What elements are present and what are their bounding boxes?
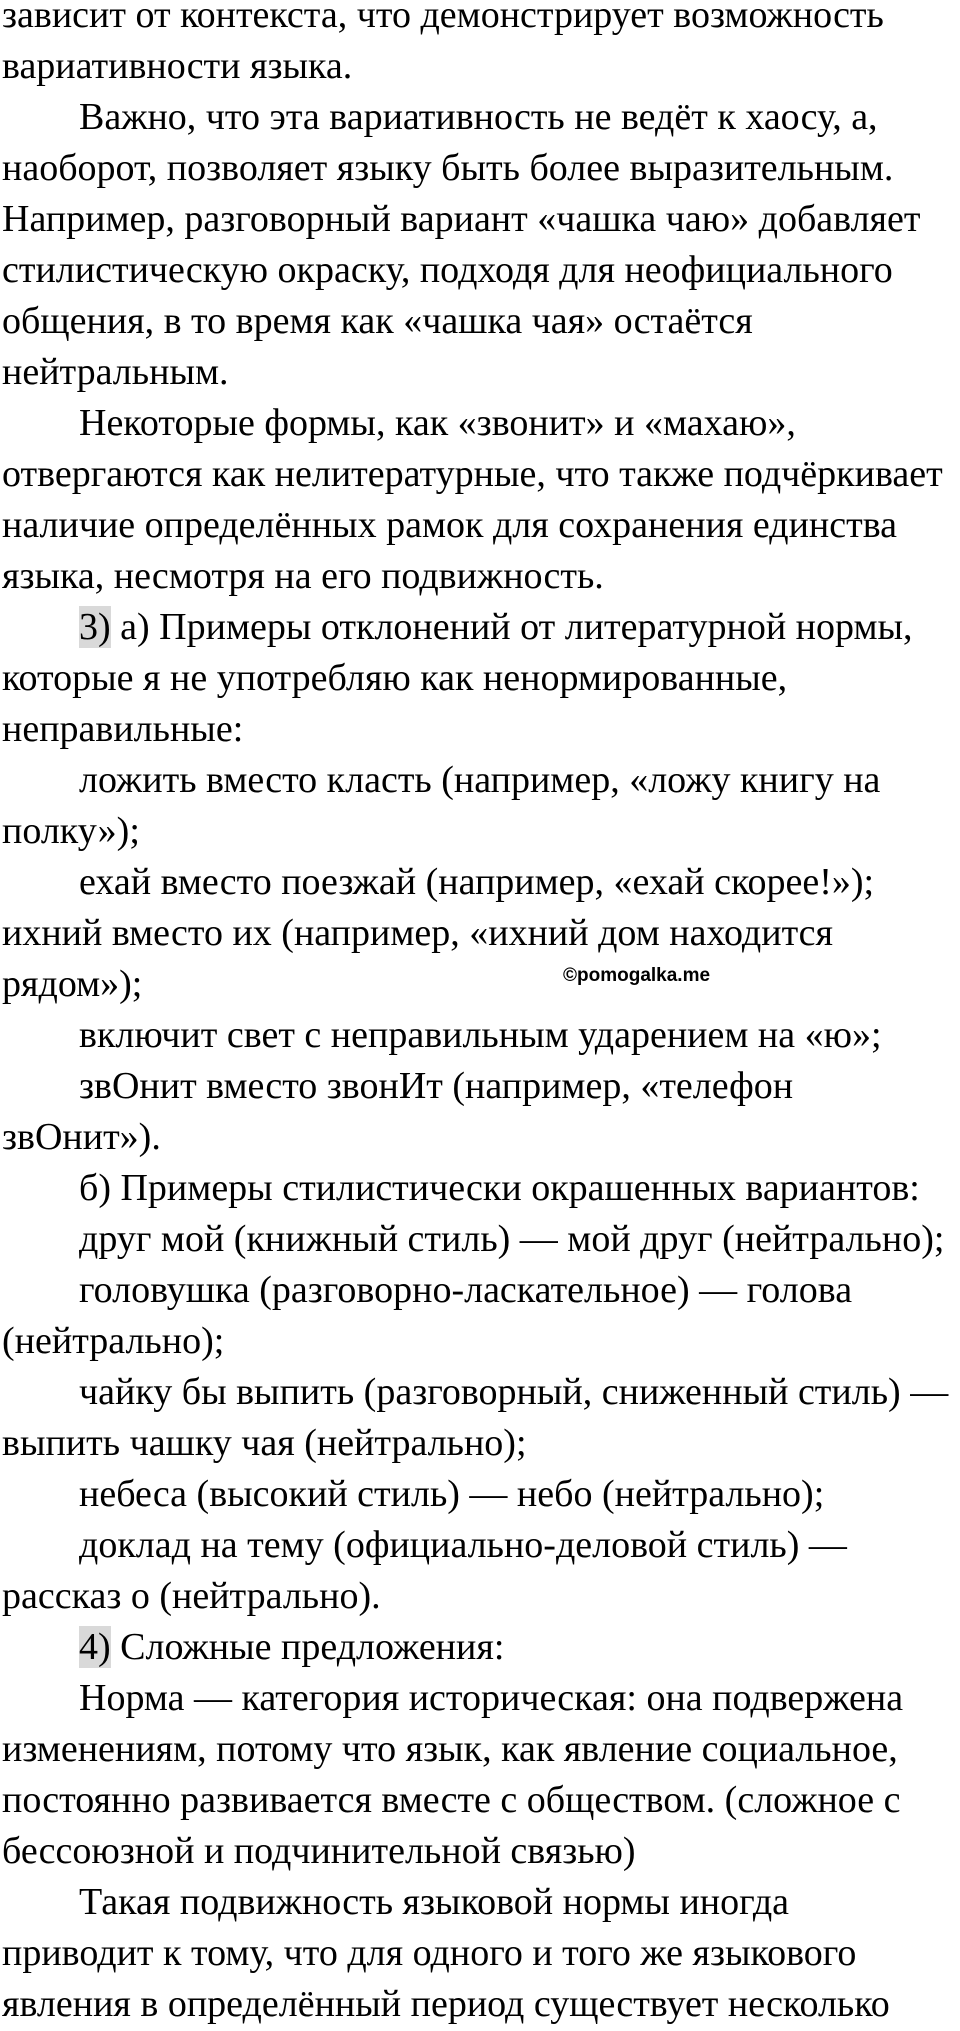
text-line — [2, 1622, 952, 1673]
text-line-content: Сложные предложения: — [110, 1626, 505, 1668]
text-line: общения, в то время как «чашка чая» остаётся — [2, 300, 753, 342]
text-line: Важно, что эта вариативность не ведёт к хаосу, а, — [79, 96, 878, 138]
text-line: (нейтрально); — [2, 1320, 225, 1362]
text-line: которые я не употребляю как ненормированные, — [2, 657, 788, 699]
text-line: постоянно развивается вместе с обществом. (сложное с — [2, 1779, 901, 1821]
document-body — [2, 0, 952, 2030]
text-line: приводит к тому, что для одного и того же языкового — [2, 1932, 857, 1974]
text-line: небеса (высокий стиль) — небо (нейтрально); — [79, 1473, 825, 1515]
text-line: явления в определённый период существует несколько — [2, 1983, 890, 2025]
text-line: чайку бы выпить (разговорный, сниженный стиль) — — [79, 1371, 949, 1413]
text-line: наоборот, позволяет языку быть более выразительным. — [2, 147, 894, 189]
text-line: вариативности языка. — [2, 45, 353, 87]
text-line: Такая подвижность языковой нормы иногда — [79, 1881, 790, 1923]
text-line: зависит от контекста, что демонстрирует возможность — [2, 0, 884, 36]
text-line: языка, несмотря на его подвижность. — [2, 555, 604, 597]
text-line: Например, разговорный вариант «чашка чаю» добавляет — [2, 198, 921, 240]
text-line: выпить чашку чая (нейтрально); — [2, 1422, 527, 1464]
text-line: наличие определённых рамок для сохранения единства — [2, 504, 898, 546]
text-line: звОнит вместо звонИт (например, «телефон — [79, 1065, 794, 1107]
text-line-content: а) Примеры отклонений от литературной нормы, — [110, 606, 913, 648]
text-line: ихний вместо их (например, «ихний дом находится — [2, 912, 833, 954]
text-line: нейтральным. — [2, 351, 229, 393]
text-line: включит свет с неправильным ударением на «ю»; — [79, 1014, 882, 1056]
text-line: Норма — категория историческая: она подвержена — [79, 1677, 904, 1719]
text-line: ложить вместо класть (например, «ложу книгу на — [79, 759, 881, 801]
text-line: звОнит»). — [2, 1116, 161, 1158]
text-line: друг мой (книжный стиль) — мой друг (нейтрально); — [79, 1218, 945, 1260]
text-line: неправильные: — [2, 708, 244, 750]
text-line: бессоюзной и подчинительной связью) — [2, 1830, 636, 1872]
text-line: полку»); — [2, 810, 140, 852]
text-line: головушка (разговорно-ласкательное) — голова — [79, 1269, 853, 1311]
text-line: ехай вместо поезжай (например, «ехай скорее!»); — [79, 861, 875, 903]
text-line: рассказ о (нейтрально). — [2, 1575, 381, 1617]
text-line: рядом»); — [2, 963, 143, 1005]
text-line: Некоторые формы, как «звонит» и «махаю», — [79, 402, 796, 444]
item-number-badge: 4) — [79, 1626, 111, 1668]
text-line: б) Примеры стилистически окрашенных вариантов: — [79, 1167, 920, 1209]
text-line — [2, 602, 952, 653]
text-line: стилистическую окраску, подходя для неофициального — [2, 249, 893, 291]
watermark: ©pomogalka.me — [563, 965, 711, 986]
text-line: изменениям, потому что язык, как явление социальное, — [2, 1728, 898, 1770]
item-number-badge: 3) — [79, 606, 111, 648]
text-line: доклад на тему (официально-деловой стиль) — — [79, 1524, 847, 1566]
text-line: отвергаются как нелитературные, что также подчёркивает — [2, 453, 943, 495]
